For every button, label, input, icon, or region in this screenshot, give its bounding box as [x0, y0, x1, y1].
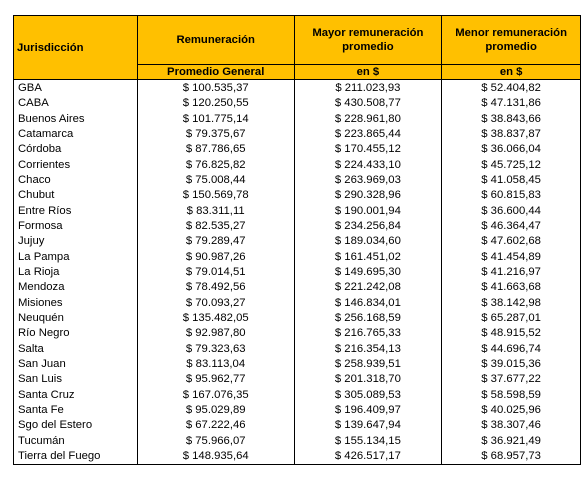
cell-jurisdiction: San Luis [14, 372, 138, 387]
cell-promedio: $ 148.935,64 [137, 449, 294, 465]
cell-menor: $ 44.696,74 [442, 341, 581, 356]
cell-jurisdiction: Mendoza [14, 280, 138, 295]
cell-mayor: $ 290.328,96 [294, 188, 442, 203]
cell-menor: $ 41.454,89 [442, 249, 581, 264]
cell-promedio: $ 135.482,05 [137, 311, 294, 326]
cell-jurisdiction: Chaco [14, 172, 138, 187]
cell-promedio: $ 79.014,51 [137, 265, 294, 280]
remuneration-table-container [13, 15, 581, 465]
table-row [14, 234, 581, 249]
cell-menor: $ 41.216,97 [442, 265, 581, 280]
cell-promedio: $ 83.113,04 [137, 357, 294, 372]
table-row [14, 433, 581, 448]
table-body [14, 80, 581, 465]
cell-jurisdiction: Tierra del Fuego [14, 449, 138, 465]
cell-menor: $ 38.843,66 [442, 111, 581, 126]
cell-promedio: $ 95.962,77 [137, 372, 294, 387]
subheader-menor-unit: en $ [442, 65, 581, 80]
table-row [14, 126, 581, 141]
cell-menor: $ 38.837,87 [442, 126, 581, 141]
cell-jurisdiction: La Pampa [14, 249, 138, 264]
cell-mayor: $ 256.168,59 [294, 311, 442, 326]
cell-promedio: $ 87.786,65 [137, 142, 294, 157]
table-row [14, 111, 581, 126]
cell-promedio: $ 75.966,07 [137, 433, 294, 448]
cell-jurisdiction: Corrientes [14, 157, 138, 172]
cell-promedio: $ 75.008,44 [137, 172, 294, 187]
cell-mayor: $ 146.834,01 [294, 295, 442, 310]
cell-menor: $ 41.058,45 [442, 172, 581, 187]
cell-promedio: $ 82.535,27 [137, 219, 294, 234]
cell-mayor: $ 224.433,10 [294, 157, 442, 172]
cell-mayor: $ 216.765,33 [294, 326, 442, 341]
remuneration-table [13, 15, 581, 465]
cell-mayor: $ 258.939,51 [294, 357, 442, 372]
cell-jurisdiction: Santa Fe [14, 403, 138, 418]
cell-mayor: $ 211.023,93 [294, 80, 442, 96]
table-row [14, 249, 581, 264]
table-row [14, 341, 581, 356]
cell-mayor: $ 139.647,94 [294, 418, 442, 433]
cell-promedio: $ 150.569,78 [137, 188, 294, 203]
table-row [14, 142, 581, 157]
cell-menor: $ 36.921,49 [442, 433, 581, 448]
cell-promedio: $ 90.987,26 [137, 249, 294, 264]
table-row [14, 311, 581, 326]
table-row [14, 219, 581, 234]
cell-mayor: $ 216.354,13 [294, 341, 442, 356]
table-row [14, 172, 581, 187]
cell-jurisdiction: Chubut [14, 188, 138, 203]
cell-mayor: $ 430.508,77 [294, 96, 442, 111]
cell-jurisdiction: Formosa [14, 219, 138, 234]
cell-menor: $ 37.677,22 [442, 372, 581, 387]
cell-mayor: $ 426.517,17 [294, 449, 442, 465]
cell-menor: $ 68.957,73 [442, 449, 581, 465]
cell-jurisdiction: Entre Ríos [14, 203, 138, 218]
cell-menor: $ 47.602,68 [442, 234, 581, 249]
header-mayor [294, 16, 442, 65]
table-row [14, 403, 581, 418]
cell-mayor: $ 161.451,02 [294, 249, 442, 264]
cell-promedio: $ 101.775,14 [137, 111, 294, 126]
cell-jurisdiction: Buenos Aires [14, 111, 138, 126]
subheader-mayor-unit: en $ [294, 65, 442, 80]
cell-jurisdiction: Catamarca [14, 126, 138, 141]
cell-mayor: $ 221.242,08 [294, 280, 442, 295]
cell-jurisdiction: CABA [14, 96, 138, 111]
table-row [14, 80, 581, 96]
cell-menor: $ 48.915,52 [442, 326, 581, 341]
cell-menor: $ 36.066,04 [442, 142, 581, 157]
header-jurisdiction: Jurisdicción [14, 16, 138, 80]
cell-jurisdiction: Río Negro [14, 326, 138, 341]
cell-promedio: $ 167.076,35 [137, 387, 294, 402]
cell-jurisdiction: Salta [14, 341, 138, 356]
table-row [14, 96, 581, 111]
cell-mayor: $ 223.865,44 [294, 126, 442, 141]
table-row [14, 280, 581, 295]
cell-mayor: $ 155.134,15 [294, 433, 442, 448]
cell-mayor: $ 196.409,97 [294, 403, 442, 418]
cell-mayor: $ 190.001,94 [294, 203, 442, 218]
header-mayor-line2: promedio [342, 41, 394, 53]
header-remuneracion: Remuneración [137, 16, 294, 65]
header-menor-line1: Menor remuneración [455, 26, 567, 39]
cell-mayor: $ 228.961,80 [294, 111, 442, 126]
cell-menor: $ 47.131,86 [442, 96, 581, 111]
subheader-promedio-general: Promedio General [137, 65, 294, 80]
cell-jurisdiction: San Juan [14, 357, 138, 372]
header-menor [442, 16, 581, 65]
cell-promedio: $ 67.222,46 [137, 418, 294, 433]
cell-jurisdiction: Tucumán [14, 433, 138, 448]
cell-promedio: $ 83.311,11 [137, 203, 294, 218]
cell-jurisdiction: Santa Cruz [14, 387, 138, 402]
cell-menor: $ 38.307,46 [442, 418, 581, 433]
cell-menor: $ 46.364,47 [442, 219, 581, 234]
cell-jurisdiction: Córdoba [14, 142, 138, 157]
header-menor-line2: promedio [485, 41, 537, 53]
cell-menor: $ 38.142,98 [442, 295, 581, 310]
cell-promedio: $ 78.492,56 [137, 280, 294, 295]
table-row [14, 449, 581, 465]
table-row [14, 157, 581, 172]
cell-promedio: $ 100.535,37 [137, 80, 294, 96]
cell-mayor: $ 149.695,30 [294, 265, 442, 280]
cell-menor: $ 36.600,44 [442, 203, 581, 218]
cell-menor: $ 58.598,59 [442, 387, 581, 402]
cell-menor: $ 45.725,12 [442, 157, 581, 172]
cell-jurisdiction: Neuquén [14, 311, 138, 326]
cell-menor: $ 41.663,68 [442, 280, 581, 295]
table-row [14, 265, 581, 280]
header-mayor-line1: Mayor remuneración [312, 26, 424, 39]
cell-mayor: $ 305.089,53 [294, 387, 442, 402]
cell-mayor: $ 263.969,03 [294, 172, 442, 187]
cell-promedio: $ 70.093,27 [137, 295, 294, 310]
cell-promedio: $ 79.323,63 [137, 341, 294, 356]
cell-menor: $ 60.815,83 [442, 188, 581, 203]
cell-jurisdiction: La Rioja [14, 265, 138, 280]
table-row [14, 387, 581, 402]
cell-menor: $ 40.025,96 [442, 403, 581, 418]
cell-promedio: $ 120.250,55 [137, 96, 294, 111]
cell-jurisdiction: Misiones [14, 295, 138, 310]
table-row [14, 372, 581, 387]
cell-promedio: $ 79.289,47 [137, 234, 294, 249]
cell-jurisdiction: Sgo del Estero [14, 418, 138, 433]
cell-mayor: $ 189.034,60 [294, 234, 442, 249]
cell-menor: $ 39.015,36 [442, 357, 581, 372]
table-row [14, 326, 581, 341]
table-row [14, 188, 581, 203]
cell-promedio: $ 92.987,80 [137, 326, 294, 341]
table-row [14, 203, 581, 218]
table-row [14, 295, 581, 310]
cell-promedio: $ 95.029,89 [137, 403, 294, 418]
cell-menor: $ 65.287,01 [442, 311, 581, 326]
table-row [14, 418, 581, 433]
cell-mayor: $ 170.455,12 [294, 142, 442, 157]
table-row [14, 357, 581, 372]
cell-jurisdiction: Jujuy [14, 234, 138, 249]
cell-jurisdiction: GBA [14, 80, 138, 96]
cell-menor: $ 52.404,82 [442, 80, 581, 96]
cell-promedio: $ 79.375,67 [137, 126, 294, 141]
cell-promedio: $ 76.825,82 [137, 157, 294, 172]
cell-mayor: $ 234.256,84 [294, 219, 442, 234]
cell-mayor: $ 201.318,70 [294, 372, 442, 387]
